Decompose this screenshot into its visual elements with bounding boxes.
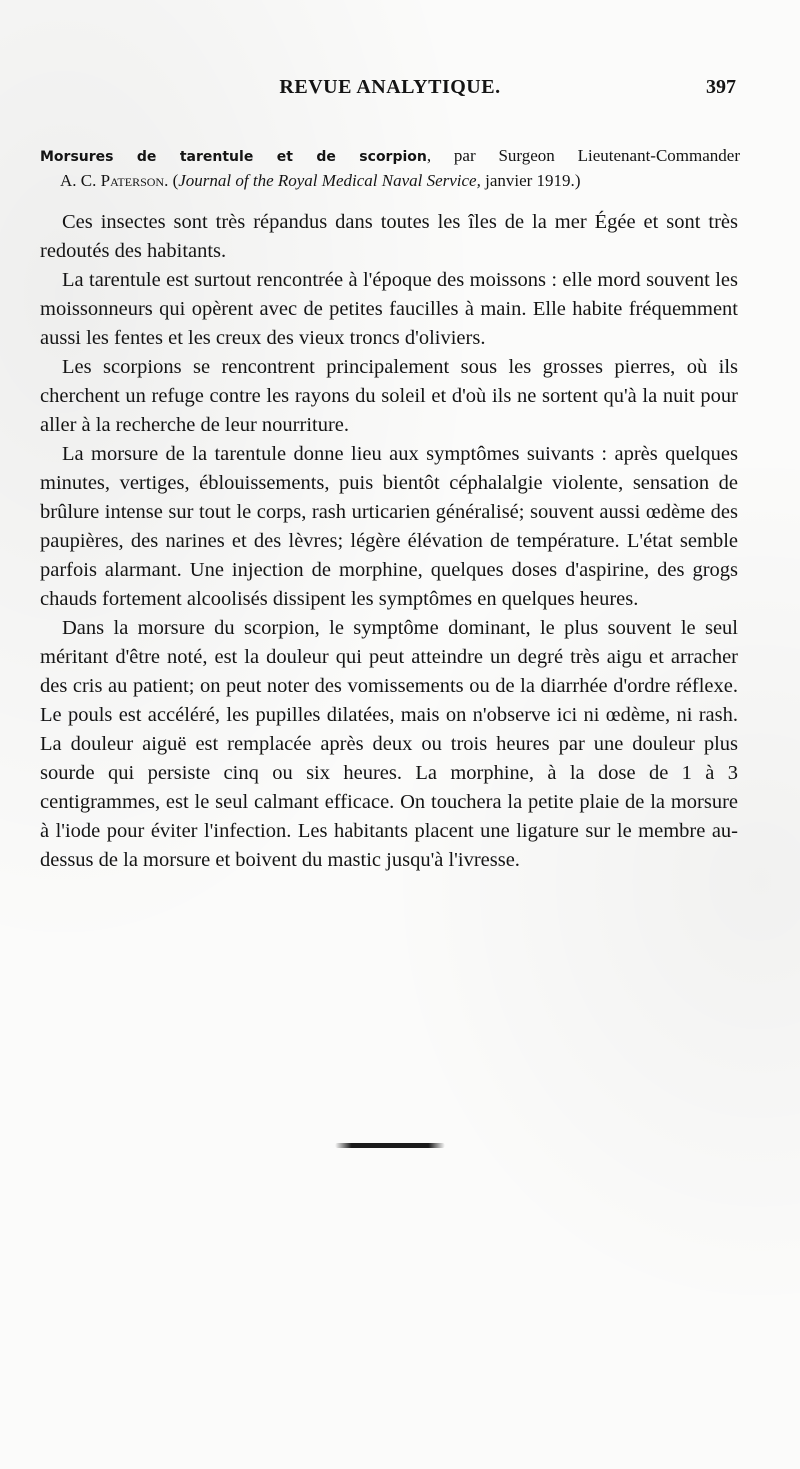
article-citation <box>40 144 740 193</box>
citation-line-1 <box>40 144 740 169</box>
author-name: A. C. Paterson. <box>60 171 169 190</box>
citation-line-2: A. C. Paterson. (Journal of the Royal Medical Naval Service, janvier 1919.) <box>60 171 581 190</box>
article-title: Morsures de tarentule et de scorpion <box>40 149 427 165</box>
publication-date: janvier 1919. <box>485 171 575 190</box>
page-number: 397 <box>706 76 736 98</box>
paragraph: La tarentule est surtout rencontrée à l'époque des moissons : elle mord souvent les moissonneurs qui opèrent avec de petites faucilles à main. Elle habite fréquemment aussi les fentes et les creux des vieux troncs d'oliviers. <box>40 269 738 349</box>
running-title: REVUE ANALYTIQUE. <box>279 76 501 98</box>
journal-name: Journal of the Royal Medical Naval Service, <box>178 171 481 190</box>
paragraph: La morsure de la tarentule donne lieu aux symptômes suivants : après quelques minutes, vertiges, éblouissements, puis bientôt céphalalgie violente, sensation de brûlure intense sur tout le corps, rash urticarien généralisé; souvent aussi œdème des paupières, des narines et des lèvres; légère élévation de température. L'état semble parfois alarmant. Une injection de morphine, quelques doses d'aspirine, des grogs chauds fortement alcoolisés dissipent les symptômes en quelques heures. <box>40 443 738 610</box>
citation-byline: , par Surgeon Lieutenant-Commander <box>426 146 740 165</box>
paragraph: Dans la morsure du scorpion, le symptôme dominant, le plus souvent le seul méritant d'être noté, est la douleur qui peut atteindre un degré très aigu et arracher des cris au patient; on peut noter des vomissements ou de la diarrhée d'ordre réflexe. Le pouls est accéléré, les pupilles dilatées, mais on n'observe ici ni œdème, ni rash. La douleur aiguë est remplacée après deux ou trois heures par une douleur plus sourde qui persiste cinq ou six heures. La morphine, à la dose de 1 à 3 centigrammes, est le seul calmant efficace. On touchera la petite plaie de la morsure à l'iode pour éviter l'infection. Les habitants placent une ligature sur le membre au-dessus de la morsure et boivent du mastic jusqu'à l'ivresse. <box>40 617 738 871</box>
end-of-article-rule <box>335 1143 445 1148</box>
paragraph: Ces insectes sont très répandus dans toutes les îles de la mer Égée et sont très redoutés des habitants. <box>40 211 738 262</box>
article-body <box>40 208 738 875</box>
page-header <box>40 74 740 104</box>
paragraph: Les scorpions se rencontrent principalement sous les grosses pierres, où ils cherchent un refuge contre les rayons du soleil et d'où ils ne sortent qu'à la nuit pour aller à la recherche de leur nourriture. <box>40 356 738 436</box>
